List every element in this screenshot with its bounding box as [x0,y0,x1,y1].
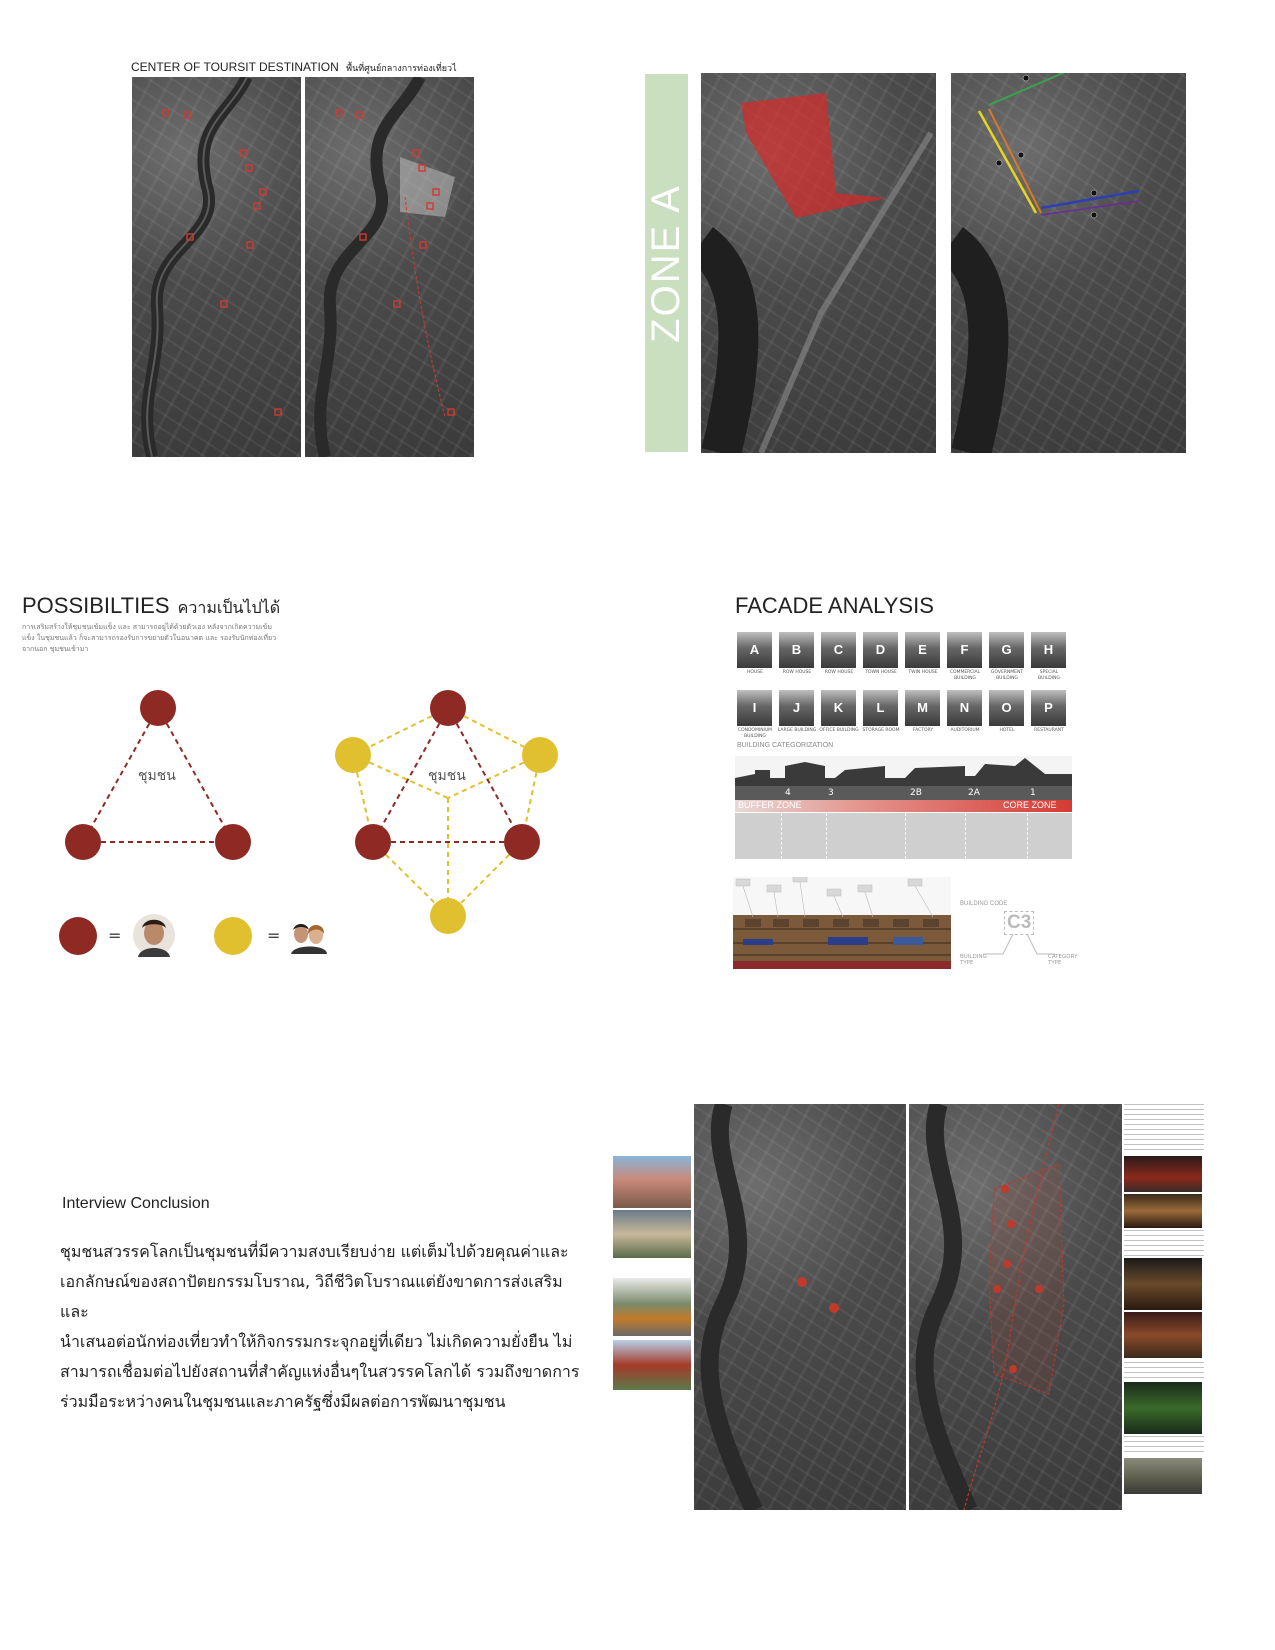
facade-caption: CONDOMINIUM BUILDING [737,728,773,739]
interior-photo-2 [1124,1194,1202,1228]
interior-photo-3 [1124,1258,1202,1310]
core-zone-label: CORE ZONE [1003,800,1057,810]
zone-a-strip [645,74,688,452]
interview-title: Interview Conclusion [62,1195,210,1212]
triangle-label: ชุมชน [138,768,176,784]
facade-type-a: A [737,632,772,668]
facade-caption: RESTAURANT [1034,728,1064,733]
resident-avatar [132,913,176,957]
street-photo-1 [613,1156,691,1208]
interview-line: สามารถเชื่อมต่อไปยังสถานที่สำคัญแห่งอื่นๆในสวรรคโลกได้ รวมถึงขาดการ [60,1362,580,1381]
network-node-red-top [430,690,466,726]
facade-type-c: C [821,632,856,668]
zone-a-map-right [951,73,1186,453]
street-photo-3 [613,1278,691,1336]
network-node-yellow-right [522,737,558,773]
facade-type-i: I [737,690,772,726]
facade-type-e: E [905,632,940,668]
garden-photo [1124,1382,1202,1434]
tourists-avatar [287,920,329,954]
facade-type-m: M [905,690,940,726]
facade-type-b: B [779,632,814,668]
network-node-red-left [355,824,391,860]
building-code-value: C3 [1004,911,1034,935]
category-number: 2B [910,788,922,798]
network-label: ชุมชน [428,768,466,784]
tourist-map-left [132,77,301,457]
facade-photo [733,877,951,969]
community-node-top [140,690,176,726]
network-node-yellow-left [335,737,371,773]
category-number: 1 [1030,788,1036,798]
building-type-label: BUILDING TYPE [960,954,987,966]
network-node-yellow-bottom [430,898,466,934]
tourist-title-th: พื้นที่ศูนย์กลางการท่องเที่ยวไ [346,63,457,73]
street-photo-2 [613,1210,691,1258]
category-number: 2A [968,788,980,798]
legend-red-dot [57,915,99,957]
possibilities-title-en: POSSIBILTIES [22,593,170,618]
interior-photo-1 [1124,1156,1202,1192]
facade-title: FACADE ANALYSIS [735,593,934,618]
facade-type-n: N [947,690,982,726]
interview-line: ชุมชนสวรรคโลกเป็นชุมชนที่มีความสงบเรียบง่าย แต่เต็มไปด้วยคุณค่าและ [60,1242,569,1261]
facade-type-l: L [863,690,898,726]
legend-yellow-dot [212,915,254,957]
street-photo-5 [1124,1458,1202,1494]
category-type-label: CATEGORY TYPE [1048,954,1078,966]
facade-type-k: K [821,690,856,726]
legend-equals-2: = [267,926,281,945]
facade-caption: AUDITORIUM [950,728,980,733]
category-number: 3 [828,788,834,798]
info-text-block [1124,1104,1204,1152]
facade-caption: LARGE BUILDING [777,728,817,733]
facade-caption: GOVERNMENT BUILDING [990,670,1024,681]
facade-type-g: G [989,632,1024,668]
interview-line: เอกลักษณ์ของสถาปัตยกรรมโบราณ, วิถีชีวิตโบราณแต่ยังขาดการส่งเสริมและ [60,1272,563,1321]
legend-equals-1: = [108,926,122,945]
tourist-title-en: CENTER OF TOURSIT DESTINATION [131,60,339,74]
facade-caption: HOTEL [999,728,1015,733]
zone-a-map-left [701,73,936,453]
facade-type-p: P [1031,690,1066,726]
facade-type-o: O [989,690,1024,726]
zone-a-label: ZONE A [644,183,689,343]
facade-caption: COMMERCIAL BUILDING [949,670,981,681]
facade-type-j: J [779,690,814,726]
facade-type-f: F [947,632,982,668]
info-text-block [1124,1230,1204,1256]
building-categorization-label: BUILDING CATEGORIZATION [737,742,834,749]
facade-caption: HOUSE [747,670,763,675]
possibilities-desc: การเสริมสร้างให้ชุมชนเข้มแข็ง และ สามารถอยู่ได้ด้วยตัวเอง หลังจากเกิดความเข้มแข็ง ในชุมชนแล้ว ก็จะสามารถรองรับการขยายตัวในอนาคต และ รองรับนักท่องเที่ยวจากนอก ชุมชนเข้ามา [22,623,277,653]
interview-line: นำเสนอต่อนักท่องเที่ยวทำให้กิจกรรมกระจุกอยู่ที่เดียว ไม่เกิดความยั่งยืน ไม่ [60,1332,573,1351]
interior-photo-4 [1124,1312,1202,1358]
interview-line: ร่วมมือระหว่างคนในชุมชนและภาครัฐซึ่งมีผลต่อการพัฒนาชุมชน [60,1392,506,1411]
buffer-zone-label: BUFFER ZONE [738,800,802,810]
info-text-block [1124,1436,1204,1456]
tourist-map-right [305,77,474,457]
facade-type-h: H [1031,632,1066,668]
facade-caption: OFFICE BUILDING [819,728,859,733]
tourist-title [131,60,457,75]
category-number: 4 [785,788,791,798]
building-code-label: BUILDING CODE [960,901,1008,907]
network-node-red-right [504,824,540,860]
facade-caption: FACTORY [912,728,934,733]
category-description-block [735,813,1072,859]
facade-caption: TOWN HOUSE [865,670,897,675]
community-node-left [65,824,101,860]
possibilities-title [22,593,280,621]
facade-caption: TWIN HOUSE [908,670,938,675]
interview-body [60,1237,590,1417]
facade-caption: STORAGE ROOM [862,728,900,733]
facade-caption: ROW HOUSE [782,670,812,675]
interview-map-left [694,1104,906,1510]
facade-caption: ROW HOUSE [824,670,854,675]
community-node-right [215,824,251,860]
possibilities-title-th: ความเป็นไปได้ [177,600,281,617]
info-text-block [1124,1362,1204,1380]
network-edges-yellow [353,708,540,916]
interview-map-right [909,1104,1122,1510]
street-photo-4 [613,1340,691,1390]
facade-caption: SPECIAL BUILDING [1038,670,1060,681]
facade-type-d: D [863,632,898,668]
